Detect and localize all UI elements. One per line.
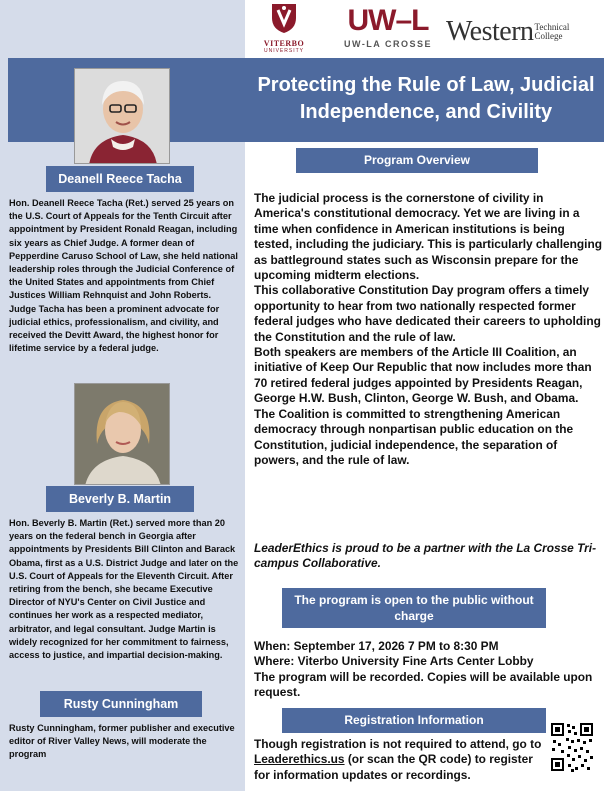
tacha-bio: Hon. Deanell Reece Tacha (Ret.) served 25 years on the U.S. Court of Appeals for the Tenth Circuit after appointment by President Ronald Reagan, including six years as Chief Judge. A former dean of Pepperdine Caruso School of Law, she held national leadership roles through the Judicial Conference of the United States and appointments from Chief Justices William Rehnquist and John Roberts. Judge Tacha has been a prominent advocate for judicial ethics, professionalism, and civility, and received the Devitt Award, the highest honor for lifetime service by a federal judge. xyxy=(9,198,238,354)
martin-photo xyxy=(74,383,170,485)
rusty-name-label: Rusty Cunningham xyxy=(40,691,202,717)
registration-text-after: (or scan the QR code) to register for information updates or recordings. xyxy=(254,752,533,782)
wtc-word: Western xyxy=(446,16,534,47)
program-overview-text xyxy=(254,191,602,468)
wtc-small-2: College xyxy=(534,31,563,41)
wtc-small-1: Technical xyxy=(534,22,570,32)
viterbo-logo xyxy=(255,2,313,56)
event-details xyxy=(254,639,602,701)
tacha-photo xyxy=(74,68,170,164)
martin-portrait-icon xyxy=(75,384,170,485)
viterbo-crest-icon xyxy=(269,2,299,34)
western-technical-logo xyxy=(446,12,611,52)
event-recording: The program will be recorded. Copies will be available upon request. xyxy=(254,669,593,700)
logo-bar xyxy=(250,0,612,58)
martin-bio: Hon. Beverly B. Martin (Ret.) served more than 20 years on the federal bench in Georgia after appointments by Presidents Bill Clinton and Barack Obama, first as a U.S. District Judge and later on the U.S. Court of Appeals for the Eleventh Circuit. After retiring from the bench, she became Executive Director of NYU's Center on Civil Justice and continues her work as a respected mediator, arbitrator, and legal consultant. Judge Martin is widely recognized for her commitment to fairness, access to justice, and impartial decision-making. xyxy=(9,518,239,661)
event-when: When: September 17, 2026 7 PM to 8:30 PM xyxy=(254,639,499,653)
viterbo-name: VITERBO xyxy=(263,39,305,48)
qr-code-graphic xyxy=(550,722,594,772)
viterbo-sub: UNIVERSITY xyxy=(263,48,304,54)
program-overview-heading: Program Overview xyxy=(296,148,538,173)
registration-text-before: Though registration is not required to attend, go to xyxy=(254,737,542,751)
public-access-banner: The program is open to the public without charge xyxy=(282,588,546,628)
uwl-sub: UW-LA CROSSE xyxy=(344,39,432,49)
martin-name-label: Beverly B. Martin xyxy=(46,486,194,512)
event-where: Where: Viterbo University Fine Arts Center Lobby xyxy=(254,654,534,669)
tacha-portrait-icon xyxy=(75,69,170,164)
qr-code-icon[interactable] xyxy=(550,722,594,772)
overview-paragraph-1: The judicial process is the cornerstone of civility in America's constitutional democracy. Yet we are living in a time when confidence in American institutions is being tested, including the judiciary. This is particularly challenging as battleground states such as Wisconsin prepare for the upcoming midterm elections. xyxy=(254,191,602,283)
page-title: Protecting the Rule of Law, Judicial Independence, and Civility xyxy=(257,74,595,123)
registration-link[interactable]: Leaderethics.us xyxy=(254,752,345,767)
uwl-mark: UW–L xyxy=(347,4,429,37)
tacha-name-label: Deanell Reece Tacha xyxy=(46,166,194,192)
overview-paragraph-3: Both speakers are members of the Article III Coalition, an initiative of Keep Our Republic that now includes more than 70 retired federal judges appointed by Presidents Reagan, George H.W. Bush, Clinton, George W. Bush, and Obama. The Coalition is committed to strengthening American democracy through nonpartisan public education on the Constitution, judicial independence, the separation of powers, and the rule of law. xyxy=(254,345,592,467)
registration-heading: Registration Information xyxy=(282,708,546,733)
registration-text xyxy=(254,737,544,783)
rusty-bio: Rusty Cunningham, former publisher and executive editor of River Valley News, will moderate the program xyxy=(9,723,235,760)
partner-note: LeaderEthics is proud to be a partner with the La Crosse Tri-campus Collaborative. xyxy=(254,541,597,571)
uwl-logo xyxy=(333,6,443,54)
overview-paragraph-2: This collaborative Constitution Day program offers a timely opportunity to hear from two nationally respected former federal judges who have dedicated their careers to upholding the Constitution and the rule of law. xyxy=(254,283,601,344)
